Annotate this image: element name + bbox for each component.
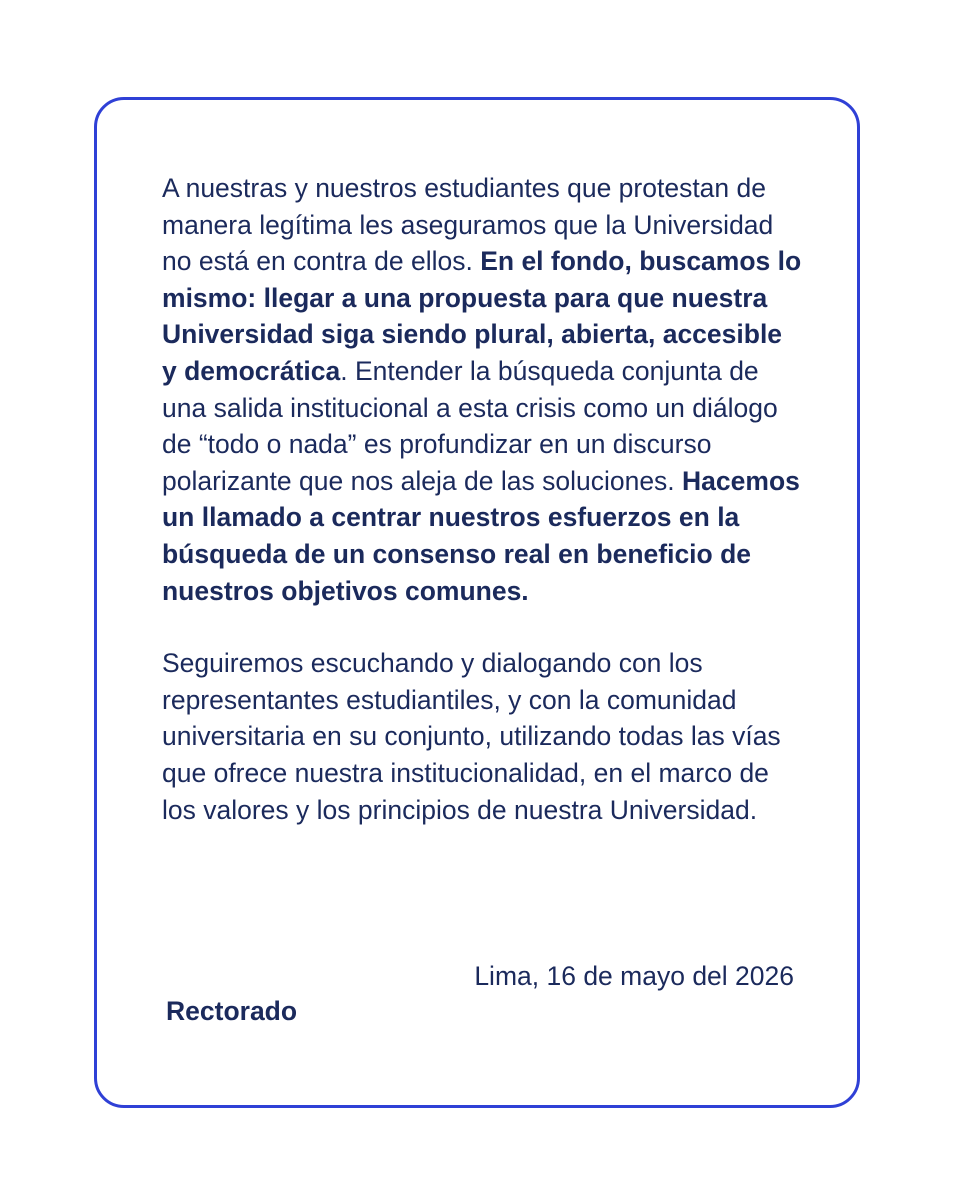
paragraph-1-emphasis-a: En el fondo, buscamos lo mismo: llegar a una propuesta para que nuestra Universidad siga siendo plural, abierta, accesible y democrática [162, 246, 802, 386]
paragraph-1-text-b: . Entender la búsqueda conjunta de una salida institucional a esta crisis como un diálogo de “todo o nada” es profundizar en un discurso polarizante que nos aleja de las soluciones. [162, 355, 778, 496]
statement-body [162, 170, 802, 828]
paragraph-2: Seguiremos escuchando y dialogando con los representantes estudiantiles, y con la comunidad universitaria en su conjunto, utilizando todas las vías que ofrece nuestra institucionalidad, en el marco de los valores y los principios de nuestra Universidad. [162, 648, 781, 825]
paragraph-1-text-a: A nuestras y nuestros estudiantes que protestan de manera legítima les aseguramos que la Universidad no está en contra de ellos. [162, 173, 774, 277]
paragraph-1-emphasis-b: Hacemos un llamado a centrar nuestros esfuerzos en la búsqueda de un consenso real en beneficio de nuestros objetivos comunes. [162, 465, 800, 606]
paragraph-1 [162, 170, 802, 609]
signature: Rectorado [166, 996, 298, 1026]
date-line: Lima, 16 de mayo del 2026 [474, 961, 794, 991]
